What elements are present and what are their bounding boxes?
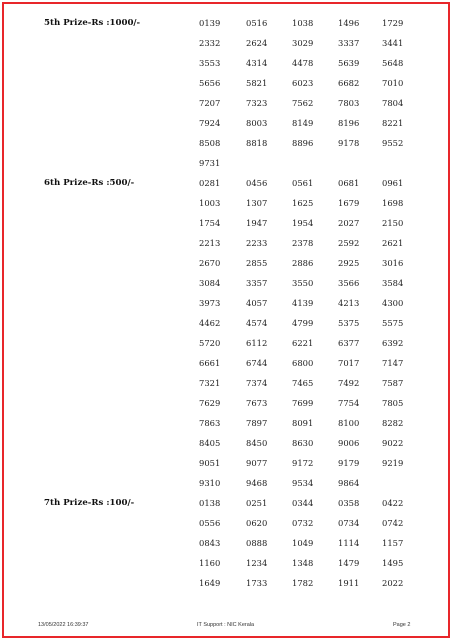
ticket-number: 3553 [199, 58, 221, 68]
ticket-number: 0456 [246, 178, 268, 188]
prize-label: 5th Prize-Rs :1000/- [44, 18, 141, 28]
ticket-number: 9178 [338, 138, 360, 148]
ticket-number: 7699 [292, 398, 314, 408]
ticket-number: 9552 [382, 138, 404, 148]
ticket-number: 1782 [292, 578, 314, 588]
ticket-number: 7492 [338, 378, 360, 388]
ticket-number: 7924 [199, 118, 221, 128]
ticket-number: 1698 [382, 198, 404, 208]
ticket-number: 8100 [338, 418, 360, 428]
ticket-number: 2150 [382, 218, 404, 228]
ticket-number: 1003 [199, 198, 221, 208]
ticket-number: 3550 [292, 278, 314, 288]
ticket-number: 2022 [382, 578, 404, 588]
ticket-number: 8221 [382, 118, 404, 128]
ticket-number: 7374 [246, 378, 268, 388]
ticket-number: 0344 [292, 498, 314, 508]
ticket-number: 6023 [292, 78, 314, 88]
ticket-number: 3973 [199, 298, 221, 308]
ticket-number: 1157 [382, 538, 404, 548]
ticket-number: 1496 [338, 18, 360, 28]
ticket-number: 3337 [338, 38, 360, 48]
ticket-number: 0281 [199, 178, 221, 188]
ticket-number: 4799 [292, 318, 314, 328]
ticket-number: 8091 [292, 418, 314, 428]
ticket-number: 5648 [382, 58, 404, 68]
ticket-number: 6682 [338, 78, 360, 88]
ticket-number: 5575 [382, 318, 404, 328]
ticket-number: 0620 [246, 518, 268, 528]
ticket-number: 1049 [292, 538, 314, 548]
ticket-number: 2670 [199, 258, 221, 268]
ticket-number: 1954 [292, 218, 314, 228]
ticket-number: 7147 [382, 358, 404, 368]
ticket-number: 0422 [382, 498, 404, 508]
prize-label: 7th Prize-Rs :100/- [44, 498, 135, 508]
footer-timestamp: 13/05/2022 16:39:37 [38, 622, 89, 628]
ticket-number: 2886 [292, 258, 314, 268]
ticket-number: 1754 [199, 218, 221, 228]
ticket-number: 2925 [338, 258, 360, 268]
ticket-number: 0139 [199, 18, 221, 28]
ticket-number: 8405 [199, 438, 221, 448]
ticket-number: 1679 [338, 198, 360, 208]
ticket-number: 7804 [382, 98, 404, 108]
ticket-number: 7673 [246, 398, 268, 408]
ticket-number: 6800 [292, 358, 314, 368]
footer-page-number: Page 2 [393, 622, 411, 628]
ticket-number: 3584 [382, 278, 404, 288]
ticket-number: 2027 [338, 218, 360, 228]
ticket-number: 0561 [292, 178, 314, 188]
ticket-number: 5639 [338, 58, 360, 68]
ticket-number: 0742 [382, 518, 404, 528]
ticket-number: 8818 [246, 138, 268, 148]
ticket-number: 7803 [338, 98, 360, 108]
ticket-number: 0961 [382, 178, 404, 188]
ticket-number: 7587 [382, 378, 404, 388]
ticket-number: 5375 [338, 318, 360, 328]
ticket-number: 8196 [338, 118, 360, 128]
ticket-number: 0516 [246, 18, 268, 28]
ticket-number: 3357 [246, 278, 268, 288]
ticket-number: 1625 [292, 198, 314, 208]
ticket-number: 7010 [382, 78, 404, 88]
ticket-number: 6377 [338, 338, 360, 348]
footer-support: IT Support : NIC Kerala [197, 622, 255, 628]
ticket-number: 7805 [382, 398, 404, 408]
ticket-number: 9864 [338, 478, 360, 488]
ticket-number: 1038 [292, 18, 314, 28]
ticket-number: 1348 [292, 558, 314, 568]
ticket-number: 1649 [199, 578, 221, 588]
ticket-number: 2233 [246, 238, 268, 248]
ticket-number: 8282 [382, 418, 404, 428]
ticket-number: 3441 [382, 38, 404, 48]
ticket-number: 7323 [246, 98, 268, 108]
ticket-number: 1160 [199, 558, 221, 568]
ticket-number: 4462 [199, 318, 221, 328]
ticket-number: 9051 [199, 458, 221, 468]
ticket-number: 4300 [382, 298, 404, 308]
ticket-number: 7897 [246, 418, 268, 428]
ticket-number: 1733 [246, 578, 268, 588]
ticket-number: 4478 [292, 58, 314, 68]
ticket-number: 0358 [338, 498, 360, 508]
ticket-number: 3084 [199, 278, 221, 288]
ticket-number: 7207 [199, 98, 221, 108]
ticket-number: 0732 [292, 518, 314, 528]
ticket-number: 6661 [199, 358, 221, 368]
ticket-number: 1729 [382, 18, 404, 28]
ticket-number: 2213 [199, 238, 221, 248]
ticket-number: 1114 [338, 538, 360, 548]
ticket-number: 2592 [338, 238, 360, 248]
ticket-number: 9172 [292, 458, 314, 468]
ticket-number: 6112 [246, 338, 268, 348]
ticket-number: 1234 [246, 558, 268, 568]
ticket-number: 7754 [338, 398, 360, 408]
ticket-number: 0556 [199, 518, 221, 528]
ticket-number: 1307 [246, 198, 268, 208]
ticket-number: 4213 [338, 298, 360, 308]
ticket-number: 4574 [246, 318, 268, 328]
ticket-number: 9077 [246, 458, 268, 468]
ticket-number: 7863 [199, 418, 221, 428]
ticket-number: 0251 [246, 498, 268, 508]
ticket-number: 9006 [338, 438, 360, 448]
ticket-number: 3566 [338, 278, 360, 288]
ticket-number: 1911 [338, 578, 360, 588]
ticket-number: 8630 [292, 438, 314, 448]
ticket-number: 8450 [246, 438, 268, 448]
ticket-number: 0888 [246, 538, 268, 548]
ticket-number: 1947 [246, 218, 268, 228]
ticket-number: 7465 [292, 378, 314, 388]
ticket-number: 2855 [246, 258, 268, 268]
ticket-number: 0843 [199, 538, 221, 548]
ticket-number: 0681 [338, 178, 360, 188]
ticket-number: 7629 [199, 398, 221, 408]
ticket-number: 9731 [199, 158, 221, 168]
ticket-number: 9310 [199, 478, 221, 488]
ticket-number: 8508 [199, 138, 221, 148]
ticket-number: 2624 [246, 38, 268, 48]
ticket-number: 1479 [338, 558, 360, 568]
ticket-number: 5821 [246, 78, 268, 88]
ticket-number: 6744 [246, 358, 268, 368]
ticket-number: 9022 [382, 438, 404, 448]
ticket-number: 4057 [246, 298, 268, 308]
ticket-number: 4314 [246, 58, 268, 68]
ticket-number: 2332 [199, 38, 221, 48]
ticket-number: 7321 [199, 378, 221, 388]
ticket-number: 7562 [292, 98, 314, 108]
ticket-number: 3029 [292, 38, 314, 48]
ticket-number: 0138 [199, 498, 221, 508]
ticket-number: 1495 [382, 558, 404, 568]
prize-label: 6th Prize-Rs :500/- [44, 178, 135, 188]
ticket-number: 6221 [292, 338, 314, 348]
ticket-number: 4139 [292, 298, 314, 308]
ticket-number: 6392 [382, 338, 404, 348]
ticket-number: 5656 [199, 78, 221, 88]
ticket-number: 0734 [338, 518, 360, 528]
ticket-number: 5720 [199, 338, 221, 348]
ticket-number: 9468 [246, 478, 268, 488]
ticket-number: 8896 [292, 138, 314, 148]
ticket-number: 9179 [338, 458, 360, 468]
ticket-number: 9534 [292, 478, 314, 488]
ticket-number: 2378 [292, 238, 314, 248]
ticket-number: 3016 [382, 258, 404, 268]
ticket-number: 7017 [338, 358, 360, 368]
ticket-number: 8149 [292, 118, 314, 128]
ticket-number: 2621 [382, 238, 404, 248]
ticket-number: 9219 [382, 458, 404, 468]
ticket-number: 8003 [246, 118, 268, 128]
